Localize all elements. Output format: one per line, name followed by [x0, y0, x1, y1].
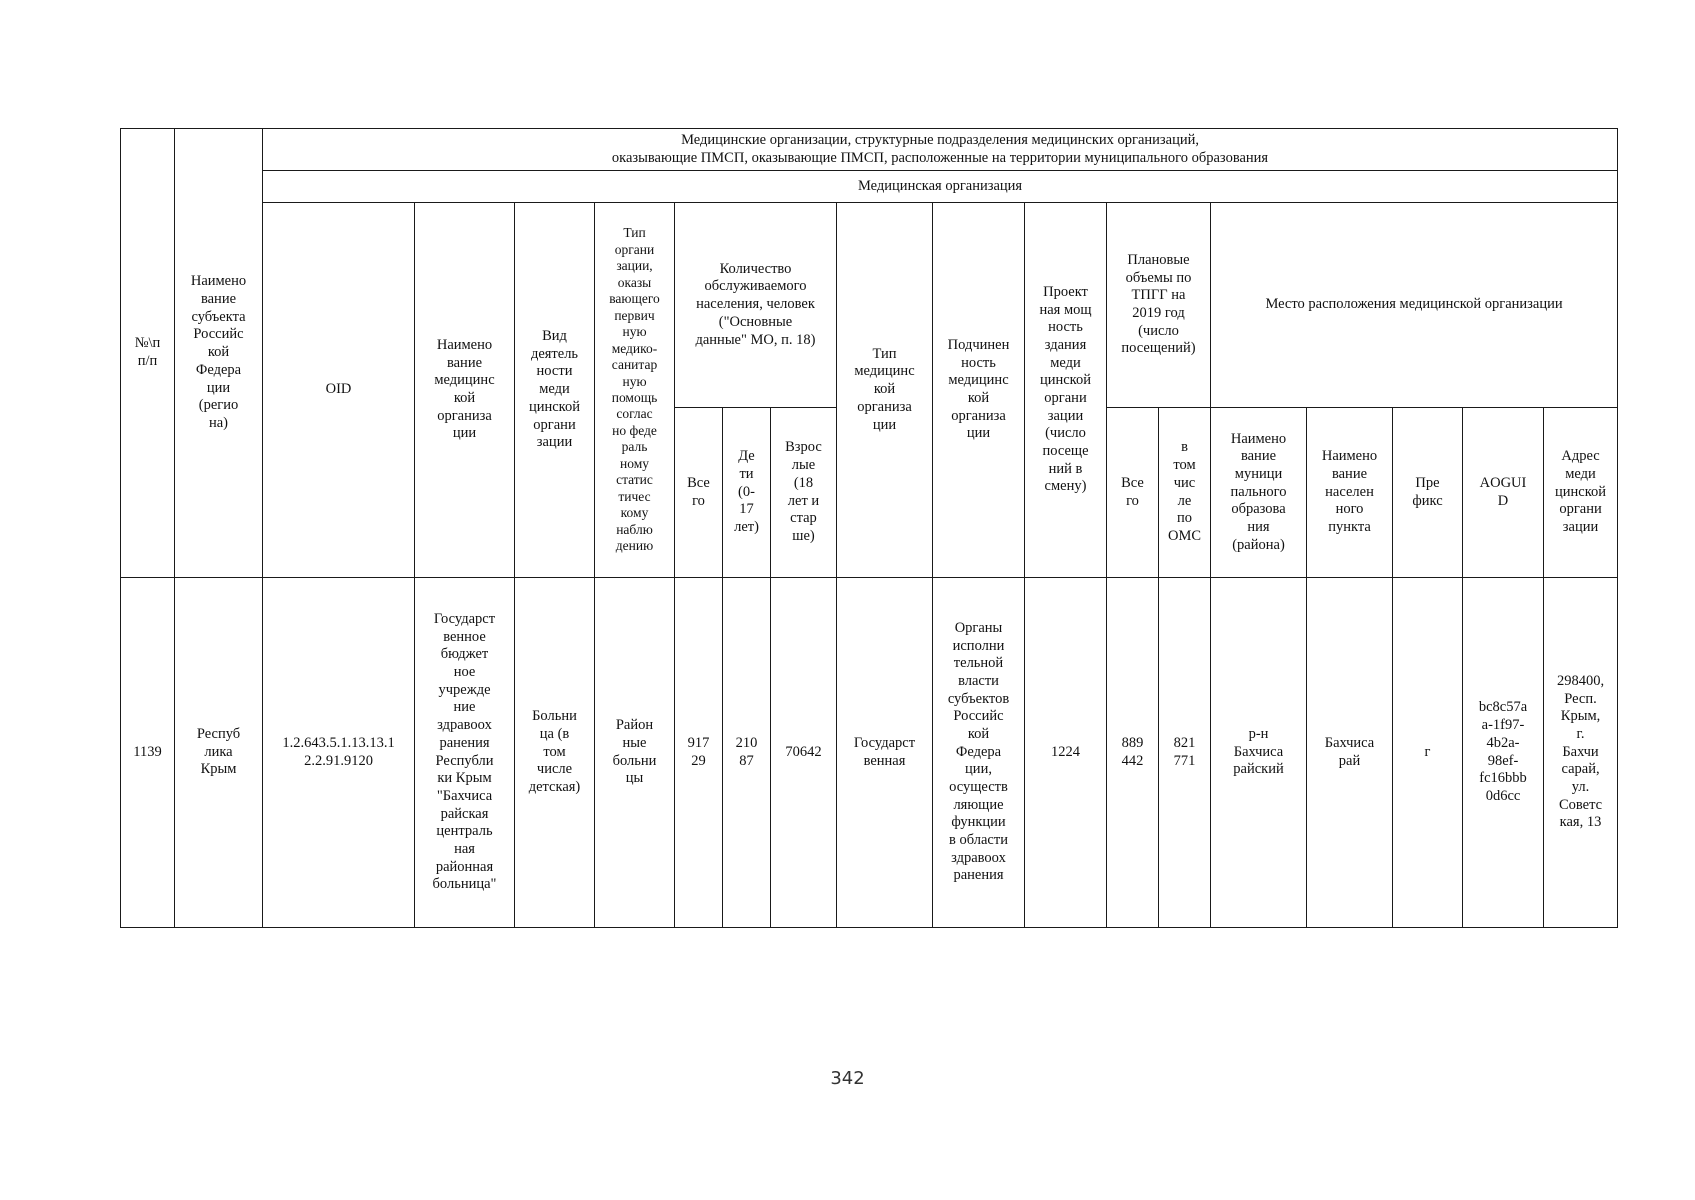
- cell-municipality: р-н Бахчиса райский: [1211, 578, 1307, 928]
- col-header-subject: Наимено вание субъекта Российс кой Федера ции (регио на): [175, 129, 263, 578]
- col-header-pop-adults: Взрос лые (18 лет и стар ше): [771, 408, 837, 578]
- col-header-planned-oms: в том чис ле по ОМС: [1159, 408, 1211, 578]
- col-header-municipality: Наимено вание муници пального образова ния (района): [1211, 408, 1307, 578]
- medical-organizations-table: [120, 128, 1618, 928]
- cell-address: 298400, Респ. Крым, г. Бахчи сарай, ул. Советс кая, 13: [1544, 578, 1618, 928]
- col-header-number: №\п п/п: [121, 129, 175, 578]
- document-sheet: [120, 128, 1617, 928]
- col-header-subordination: Подчинен ность медицинс кой организа ции: [933, 203, 1025, 578]
- cell-number: 1139: [121, 578, 175, 928]
- col-header-address: Адрес меди цинской органи зации: [1544, 408, 1618, 578]
- cell-subordination: Органы исполни тельной власти субъектов Российс кой Федера ции, осуществ ляющие функции в области здравоох ранения: [933, 578, 1025, 928]
- col-header-med-org-type: Тип медицинс кой организа ции: [837, 203, 933, 578]
- cell-aoguid: bc8c57a a-1f97- 4b2a- 98ef- fc16bbb 0d6cc: [1463, 578, 1544, 928]
- cell-planned-total: 889 442: [1107, 578, 1159, 928]
- col-header-pop-children: Де ти (0- 17 лет): [723, 408, 771, 578]
- col-header-planned-total: Все го: [1107, 408, 1159, 578]
- cell-prefix: г: [1393, 578, 1463, 928]
- cell-settlement: Бахчиса рай: [1307, 578, 1393, 928]
- cell-activity: Больни ца (в том числе детская): [515, 578, 595, 928]
- cell-planned-oms: 821 771: [1159, 578, 1211, 928]
- cell-subject: Респуб лика Крым: [175, 578, 263, 928]
- col-header-population: Количество обслуживаемого населения, человек ("Основные данные" МО, п. 18): [675, 203, 837, 408]
- col-header-oid: OID: [263, 203, 415, 578]
- cell-pop-adults: 70642: [771, 578, 837, 928]
- cell-org-name: Государст венное бюджет ное учрежде ние здравоох ранения Республи ки Крым "Бахчиса райская централь ная районная больница": [415, 578, 515, 928]
- cell-oid: 1.2.643.5.1.13.13.1 2.2.91.9120: [263, 578, 415, 928]
- col-header-pop-total: Все го: [675, 408, 723, 578]
- cell-org-type-pmsp: Район ные больни цы: [595, 578, 675, 928]
- col-header-org-type-pmsp: Тип органи зации, оказы вающего первич ную медико- санитар ную помощь соглас но феде раль ному статис тичес кому наблю дению: [595, 203, 675, 578]
- col-header-capacity: Проект ная мощ ность здания меди цинской органи зации (число посеще ний в смену): [1025, 203, 1107, 578]
- col-header-planned-volumes: Плановые объемы по ТПГГ на 2019 год (число посещений): [1107, 203, 1211, 408]
- col-header-org-name: Наимено вание медицинс кой организа ции: [415, 203, 515, 578]
- cell-med-org-type: Государст венная: [837, 578, 933, 928]
- table-subgroup-title: Медицинская организация: [263, 171, 1618, 203]
- cell-pop-children: 210 87: [723, 578, 771, 928]
- col-header-prefix: Пре фикс: [1393, 408, 1463, 578]
- cell-pop-total: 917 29: [675, 578, 723, 928]
- col-header-settlement: Наимено вание населен ного пункта: [1307, 408, 1393, 578]
- table-row: [121, 578, 1618, 928]
- col-header-location: Место расположения медицинской организации: [1211, 203, 1618, 408]
- col-header-aoguid: AOGUI D: [1463, 408, 1544, 578]
- cell-capacity: 1224: [1025, 578, 1107, 928]
- page-number: 342: [830, 1068, 865, 1089]
- col-header-activity: Вид деятель ности меди цинской органи зации: [515, 203, 595, 578]
- table-group-title: Медицинские организации, структурные подразделения медицинских организаций, оказывающие ПМСП, оказывающие ПМСП, расположенные на территории муниципального образования: [263, 129, 1618, 171]
